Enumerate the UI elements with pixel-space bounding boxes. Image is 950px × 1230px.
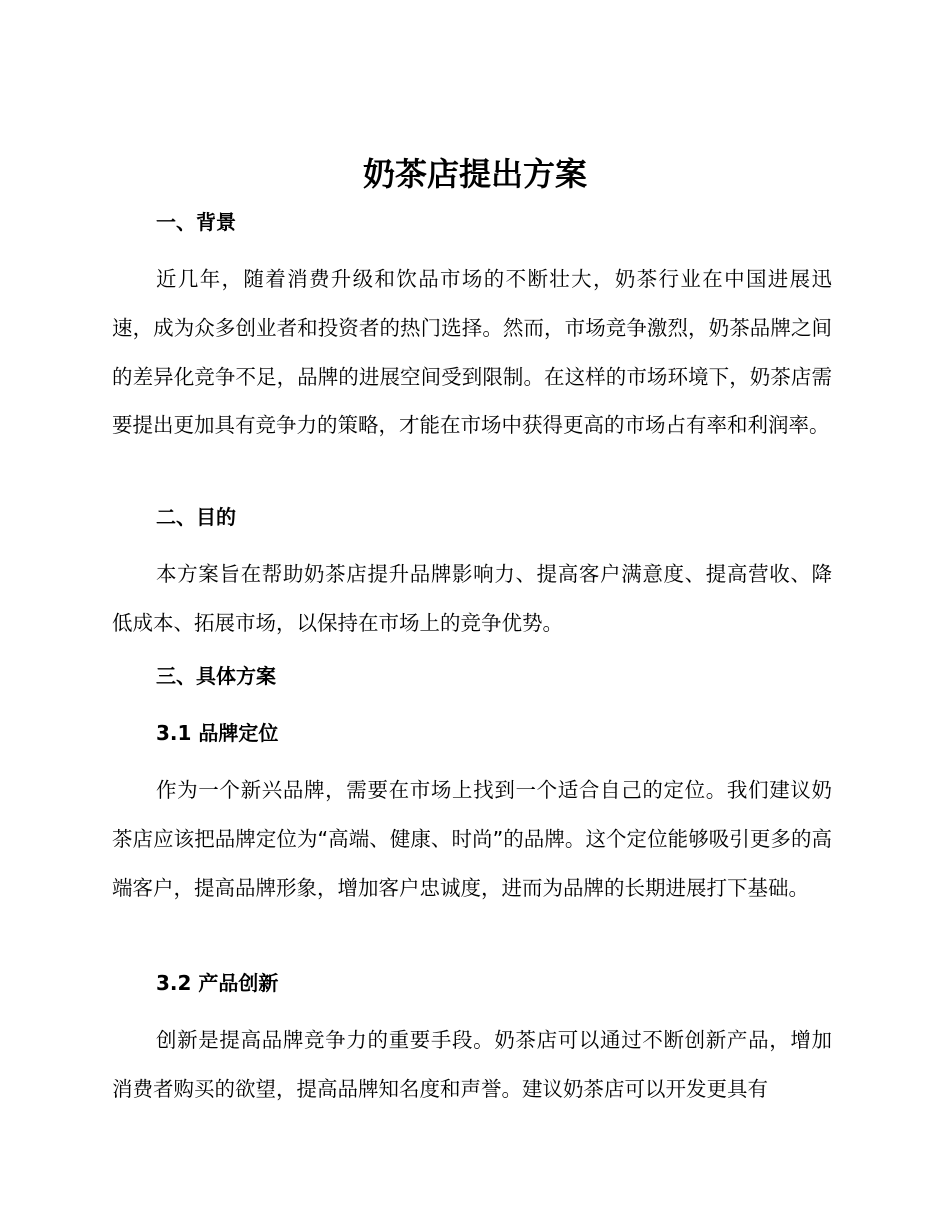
paragraph-brand-positioning: 作为一个新兴品牌，需要在市场上找到一个适合自己的定位。我们建议奶茶店应该把品牌定位为“高端、健康、时尚”的品牌。这个定位能够吸引更多的高端客户，提高品牌形象，增加客户忠诚度，进而为品牌的长期进展打下基础。 [112, 778, 832, 900]
subsection-heading-brand-positioning: 3.1 品牌定位 [156, 721, 279, 745]
subsection-heading-product-innovation: 3.2 产品创新 [156, 971, 279, 995]
document-title: 奶茶店提出方案 [362, 155, 587, 193]
section-heading-background: 一、背景 [156, 210, 236, 234]
section-heading-plan: 三、具体方案 [156, 664, 276, 688]
paragraph-background: 近几年，随着消费升级和饮品市场的不断壮大，奶茶行业在中国进展迅速，成为众多创业者和投资者的热门选择。然而，市场竞争激烈，奶茶品牌之间的差异化竞争不足，品牌的进展空间受到限制。在这样的市场环境下，奶茶店需要提出更加具有竞争力的策略，才能在市场中获得更高的市场占有率和利润率。 [112, 267, 832, 438]
paragraph-product-innovation: 创新是提高品牌竞争力的重要手段。奶茶店可以通过不断创新产品，增加消费者购买的欲望，提高品牌知名度和声誉。建议奶茶店可以开发更具有 [112, 1028, 832, 1101]
section-heading-purpose: 二、目的 [156, 505, 236, 529]
paragraph-purpose: 本方案旨在帮助奶茶店提升品牌影响力、提高客户满意度、提高营收、降低成本、拓展市场，以保持在市场上的竞争优势。 [112, 562, 832, 635]
